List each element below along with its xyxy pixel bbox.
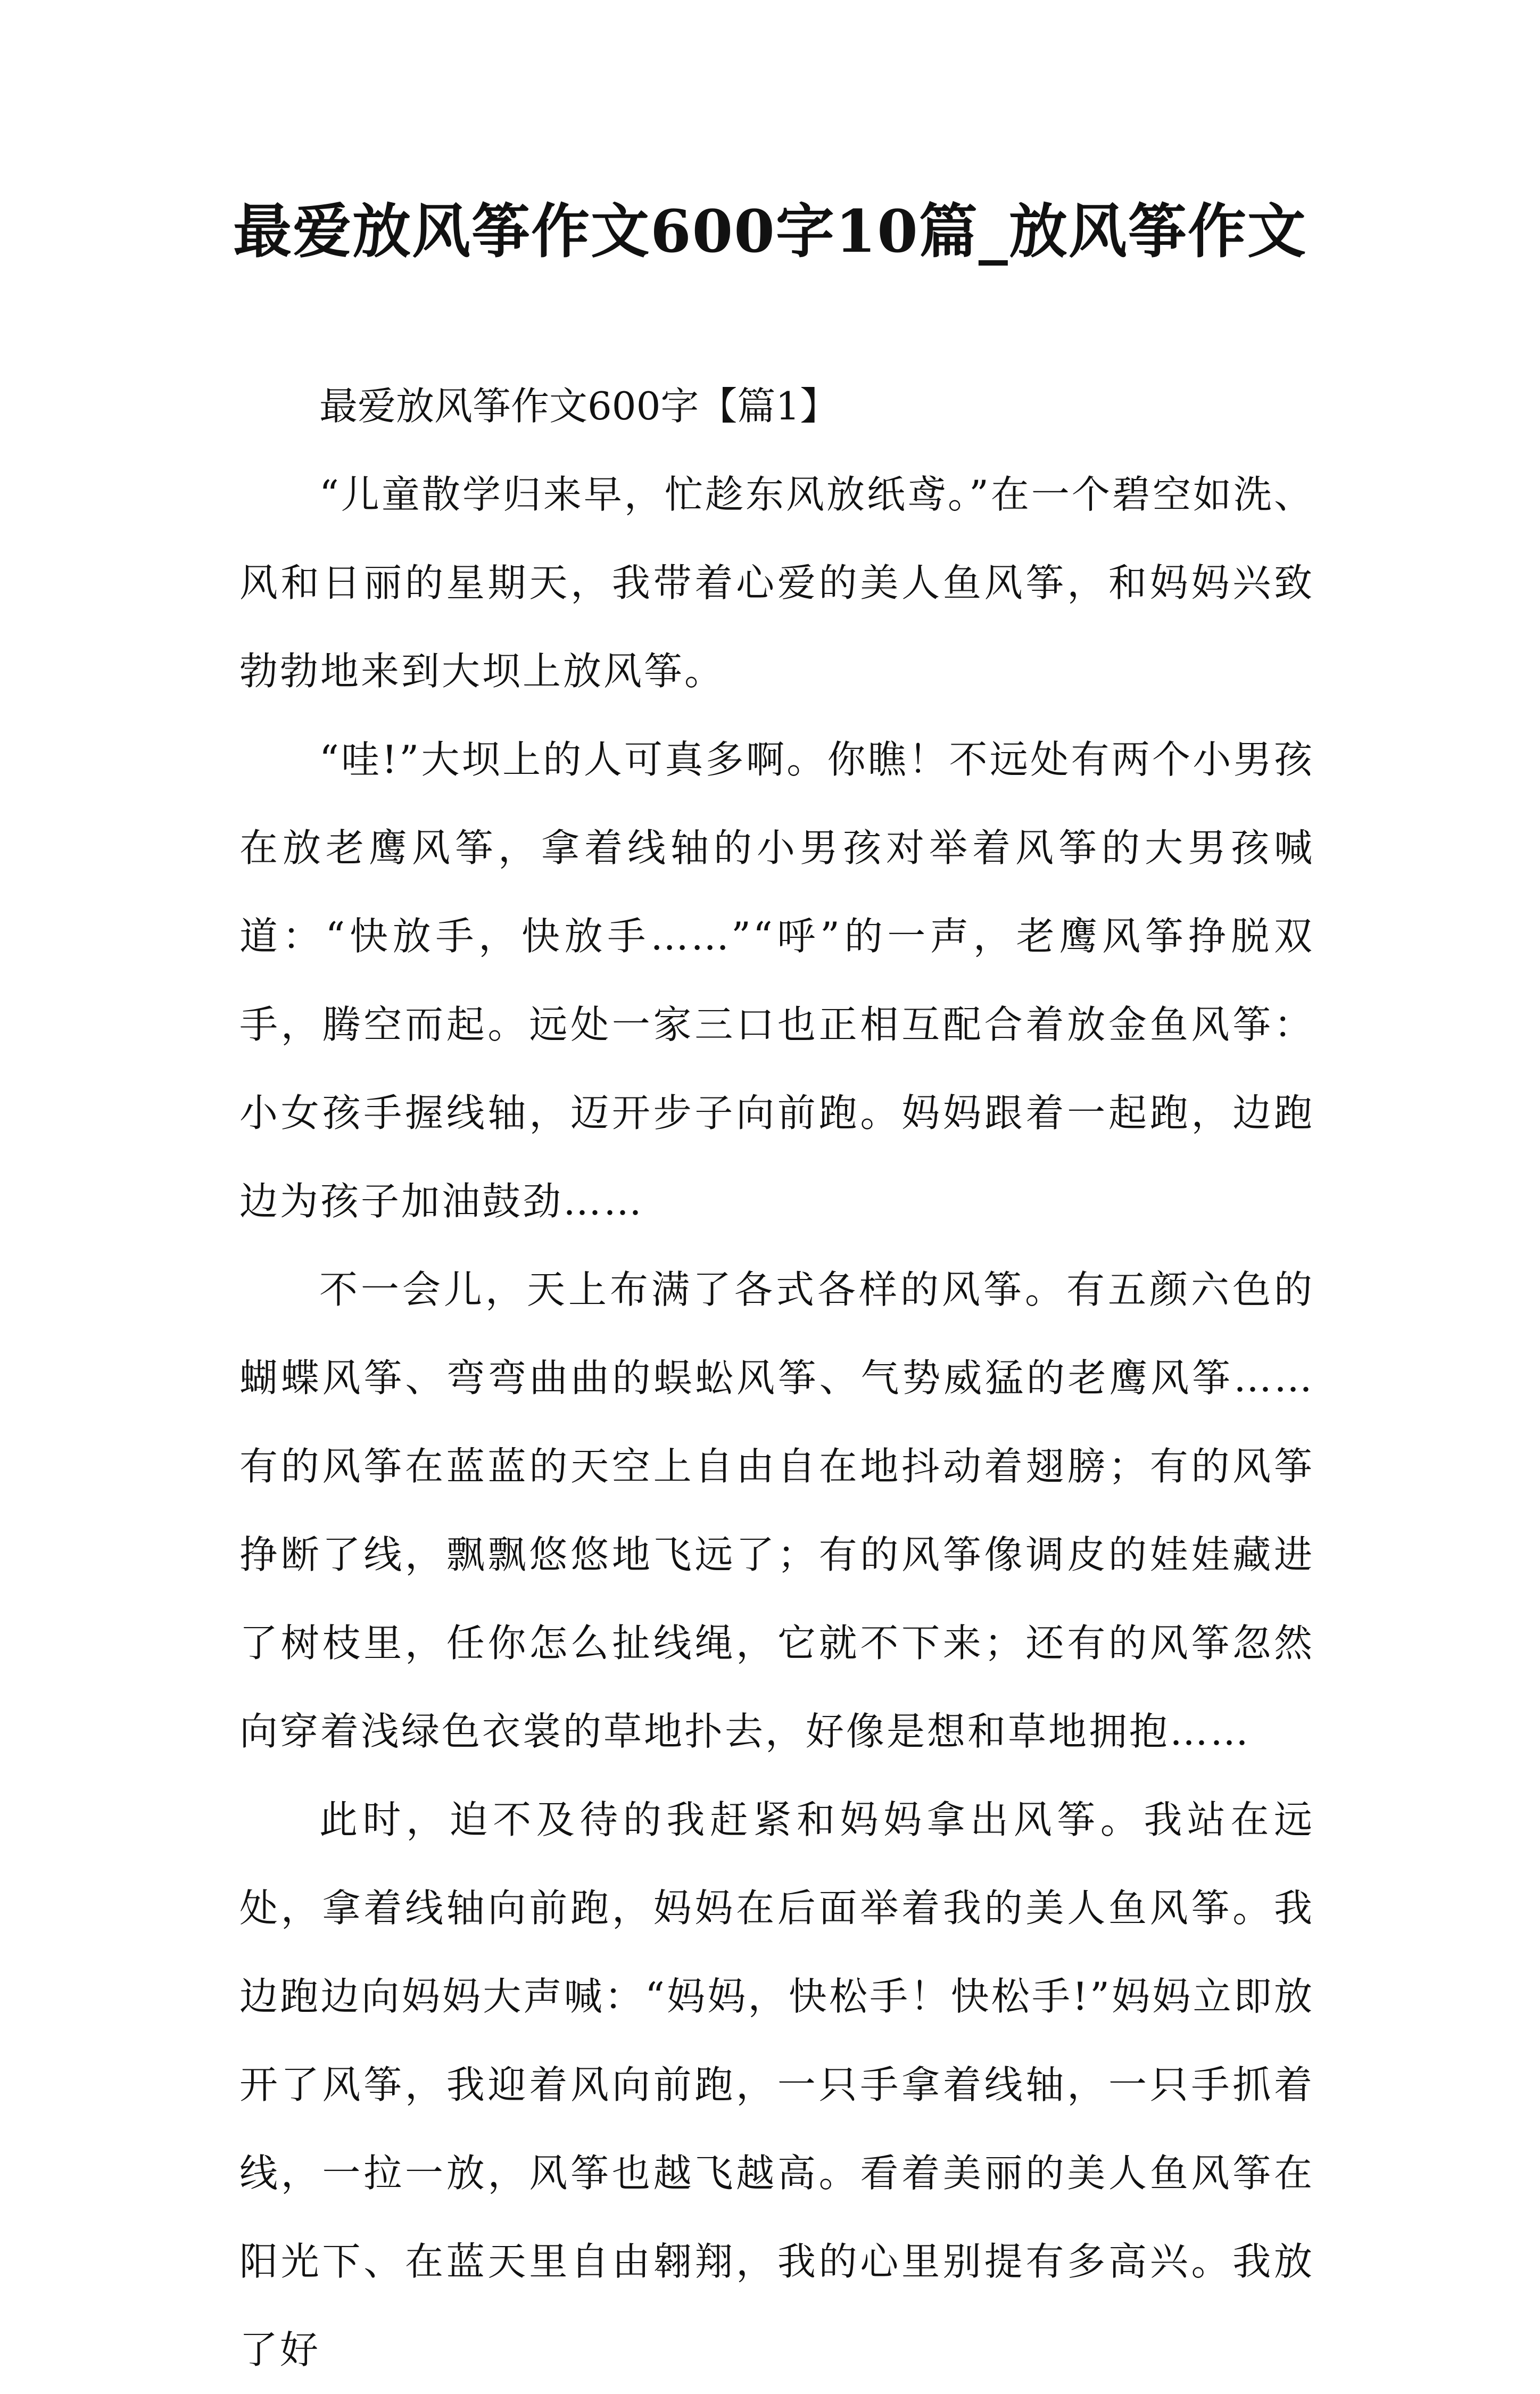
paragraph-1: “儿童散学归来早，忙趁东风放纸鸢。”在一个碧空如洗、风和日丽的星期天，我带着心爱的美人鱼风筝，和妈妈兴致勃勃地来到大坝上放风筝。	[239, 472, 1314, 694]
document-title: 最爱放风筝作文600字10篇_放风筝作文	[233, 197, 1307, 266]
paragraph-2: “哇!”大坝上的人可真多啊。你瞧！不远处有两个小男孩在放老鹰风筝，拿着线轴的小男孩对举着风筝的大男孩喊道：“快放手，快放手……”“呼”的一声，老鹰风筝挣脱双手，腾空而起。远处一家三口也正相互配合着放金鱼风筝：小女孩手握线轴，迈开步子向前跑。妈妈跟着一起跑，边跑边为孩子加油鼓劲……	[239, 737, 1314, 1224]
paragraph-4: 此时，迫不及待的我赶紧和妈妈拿出风筝。我站在远处，拿着线轴向前跑，妈妈在后面举着我的美人鱼风筝。我边跑边向妈妈大声喊：“妈妈，快松手！快松手!”妈妈立即放开了风筝，我迎着风向前跑，一只手拿着线轴，一只手抓着线，一拉一放，风筝也越飞越高。看着美丽的美人鱼风筝在阳光下、在蓝天里自由翱翔，我的心里别提有多高兴。我放了好	[239, 1797, 1314, 2372]
document-body	[239, 362, 1314, 2394]
section-heading: 最爱放风筝作文600字【篇1】	[319, 384, 839, 428]
paragraph-3: 不一会儿，天上布满了各式各样的风筝。有五颜六色的蝴蝶风筝、弯弯曲曲的蜈蚣风筝、气势威猛的老鹰风筝……有的风筝在蓝蓝的天空上自由自在地抖动着翅膀；有的风筝挣断了线，飘飘悠悠地飞远了；有的风筝像调皮的娃娃藏进了树枝里，任你怎么扯线绳，它就不下来；还有的风筝忽然向穿着浅绿色衣裳的草地扑去，好像是想和草地拥抱……	[239, 1267, 1314, 1754]
